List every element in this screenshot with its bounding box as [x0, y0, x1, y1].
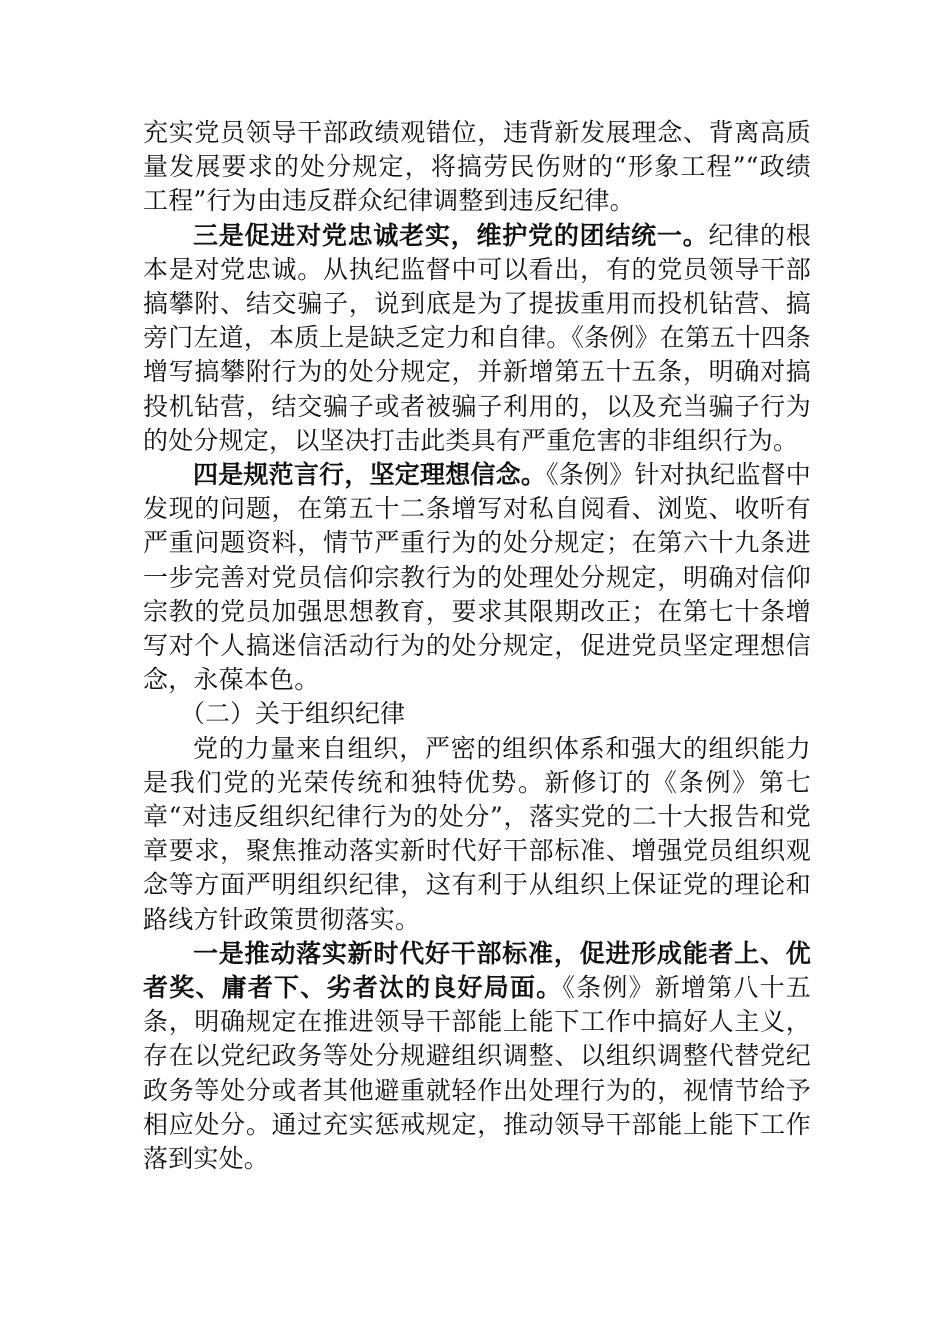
paragraph-5: [143, 937, 811, 1176]
paragraph-2-lead: 三是促进对党忠诚老实，维护党的团结统一。: [193, 220, 709, 250]
paragraph-3: [143, 458, 811, 697]
paragraph-1: [143, 116, 811, 219]
paragraph-3-lead: 四是规范言行，坚定理想信念。: [193, 460, 547, 490]
paragraph-2-text: 纪律的根本是对党忠诚。从执纪监督中可以看出，有的党员领导干部搞攀附、结交骗子，说到底是为了提拔重用而投机钻营、搞旁门左道，本质上是缺乏定力和自律。《条例》在第五十四条增写搞攀附行为的处分规定，并新增第五十五条，明确对搞投机钻营，结交骗子或者被骗子利用的，以及充当骗子行为的处分规定，以坚决打击此类具有严重危害的非组织行为。: [143, 220, 811, 455]
paragraph-2: [143, 219, 811, 458]
paragraph-1-text: 充实党员领导干部政绩观错位，违背新发展理念、背离高质量发展要求的处分规定，将搞劳民伤财的“形象工程”“政绩工程”行为由违反群众纪律调整到违反纪律。: [143, 118, 811, 216]
paragraph-4-text: 党的力量来自组织，严密的组织体系和强大的组织能力是我们党的光荣传统和独特优势。新修订的《条例》第七章“对违反组织纪律行为的处分”，落实党的二十大报告和党章要求，聚焦推动落实新时代好干部标准、增强党员组织观念等方面严明组织纪律，这有利于从组织上保证党的理论和路线方针政策贯彻落实。: [143, 733, 811, 934]
section-heading: （二）关于组织纪律: [180, 699, 406, 729]
paragraph-3-text: 《条例》针对执纪监督中发现的问题，在第五十二条增写对私自阅看、浏览、收听有严重问题资料，情节严重行为的处分规定；在第六十九条进一步完善对党员信仰宗教行为的处理处分规定，明确对信仰宗教的党员加强思想教育，要求其限期改正；在第七十条增写对个人搞迷信活动行为的处分规定，促进党员坚定理想信念，永葆本色。: [143, 460, 811, 695]
paragraph-5-text: 《条例》新增第八十五条，明确规定在推进领导干部能上能下工作中搞好人主义，存在以党纪政务等处分规避组织调整、以组织调整代替党纪政务等处分或者其他避重就轻作出处理行为的，视情节给予相应处分。通过充实惩戒规定，推动领导干部能上能下工作落到实处。: [143, 973, 811, 1174]
paragraph-4: [143, 732, 811, 937]
paragraph-5-lead: 一是推动落实新时代好干部标准，促进形成能者上、优者奖、庸者下、劣者汰的良好局面。: [143, 938, 811, 1003]
document-body: [143, 116, 811, 1176]
